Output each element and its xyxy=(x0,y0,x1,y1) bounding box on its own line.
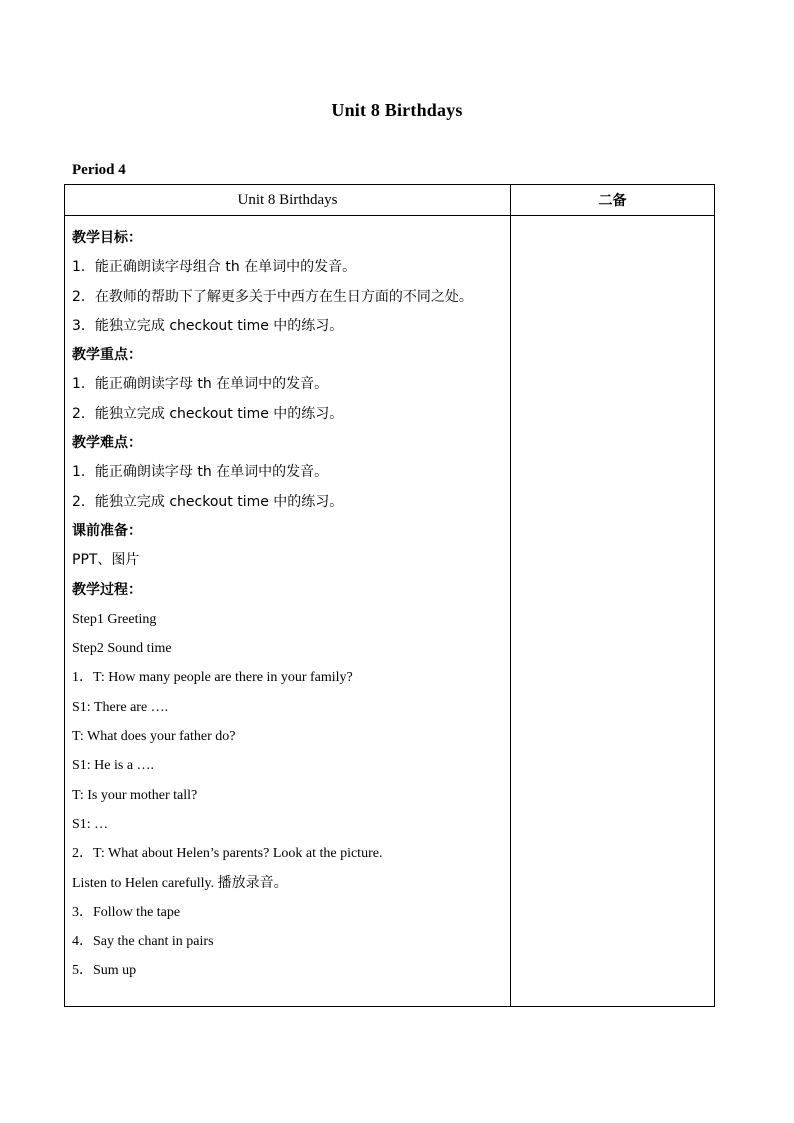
heading-objectives: 教学目标： xyxy=(72,230,142,246)
lesson-content-cell xyxy=(65,216,511,1007)
procedure-line: 2．T: What about Helen’s parents? Look at the picture. xyxy=(72,846,383,862)
heading-preparation: 课前准备： xyxy=(72,522,142,539)
objective-item: 2．在教师的帮助下了解更多关于中西方在生日方面的不同之处。 xyxy=(72,288,473,305)
difficulty-item: 2．能独立完成 checkout time 中的练习。 xyxy=(72,493,344,510)
heading-procedure: 教学过程： xyxy=(72,581,142,598)
procedure-step: Step1 Greeting xyxy=(72,611,157,627)
key-point-item: 1．能正确朗读字母 th 在单词中的发音。 xyxy=(72,376,329,393)
procedure-line: 4．Say the chant in pairs xyxy=(72,934,214,950)
objective-item: 3．能独立完成 checkout time 中的练习。 xyxy=(72,317,344,334)
table-header-unit: Unit 8 Birthdays xyxy=(65,185,511,216)
procedure-line: S1: … xyxy=(72,816,109,832)
procedure-line: 1．T: How many people are there in your family? xyxy=(72,670,353,686)
objective-item: 1．能正确朗读字母组合 th 在单词中的发音。 xyxy=(72,259,357,276)
procedure-line: T: What does your father do? xyxy=(72,729,236,745)
difficulty-item: 1．能正确朗读字母 th 在单词中的发音。 xyxy=(72,464,329,481)
heading-difficulties: 教学难点： xyxy=(72,435,142,452)
period-label: Period 4 xyxy=(72,162,126,178)
procedure-line: S1: He is a …. xyxy=(72,758,155,774)
procedure-line: 5．Sum up xyxy=(72,963,137,979)
heading-key-points: 教学重点： xyxy=(72,347,142,364)
table-header-row xyxy=(65,185,715,216)
table-body-row xyxy=(65,216,715,1007)
lesson-plan-table xyxy=(64,184,715,1007)
table-header-second-prep: 二备 xyxy=(511,185,715,216)
second-prep-notes-cell xyxy=(511,216,715,1007)
procedure-line: 3．Follow the tape xyxy=(72,904,181,920)
procedure-line: T: Is your mother tall? xyxy=(72,787,198,803)
key-point-item: 2．能独立完成 checkout time 中的练习。 xyxy=(72,405,344,422)
procedure-line: S1: There are …. xyxy=(72,699,169,715)
preparation-item: PPT、图片 xyxy=(72,552,140,569)
document-title: Unit 8 Birthdays xyxy=(331,100,463,120)
procedure-line: Listen to Helen carefully. 播放录音。 xyxy=(72,875,288,891)
procedure-step: Step2 Sound time xyxy=(72,641,172,657)
